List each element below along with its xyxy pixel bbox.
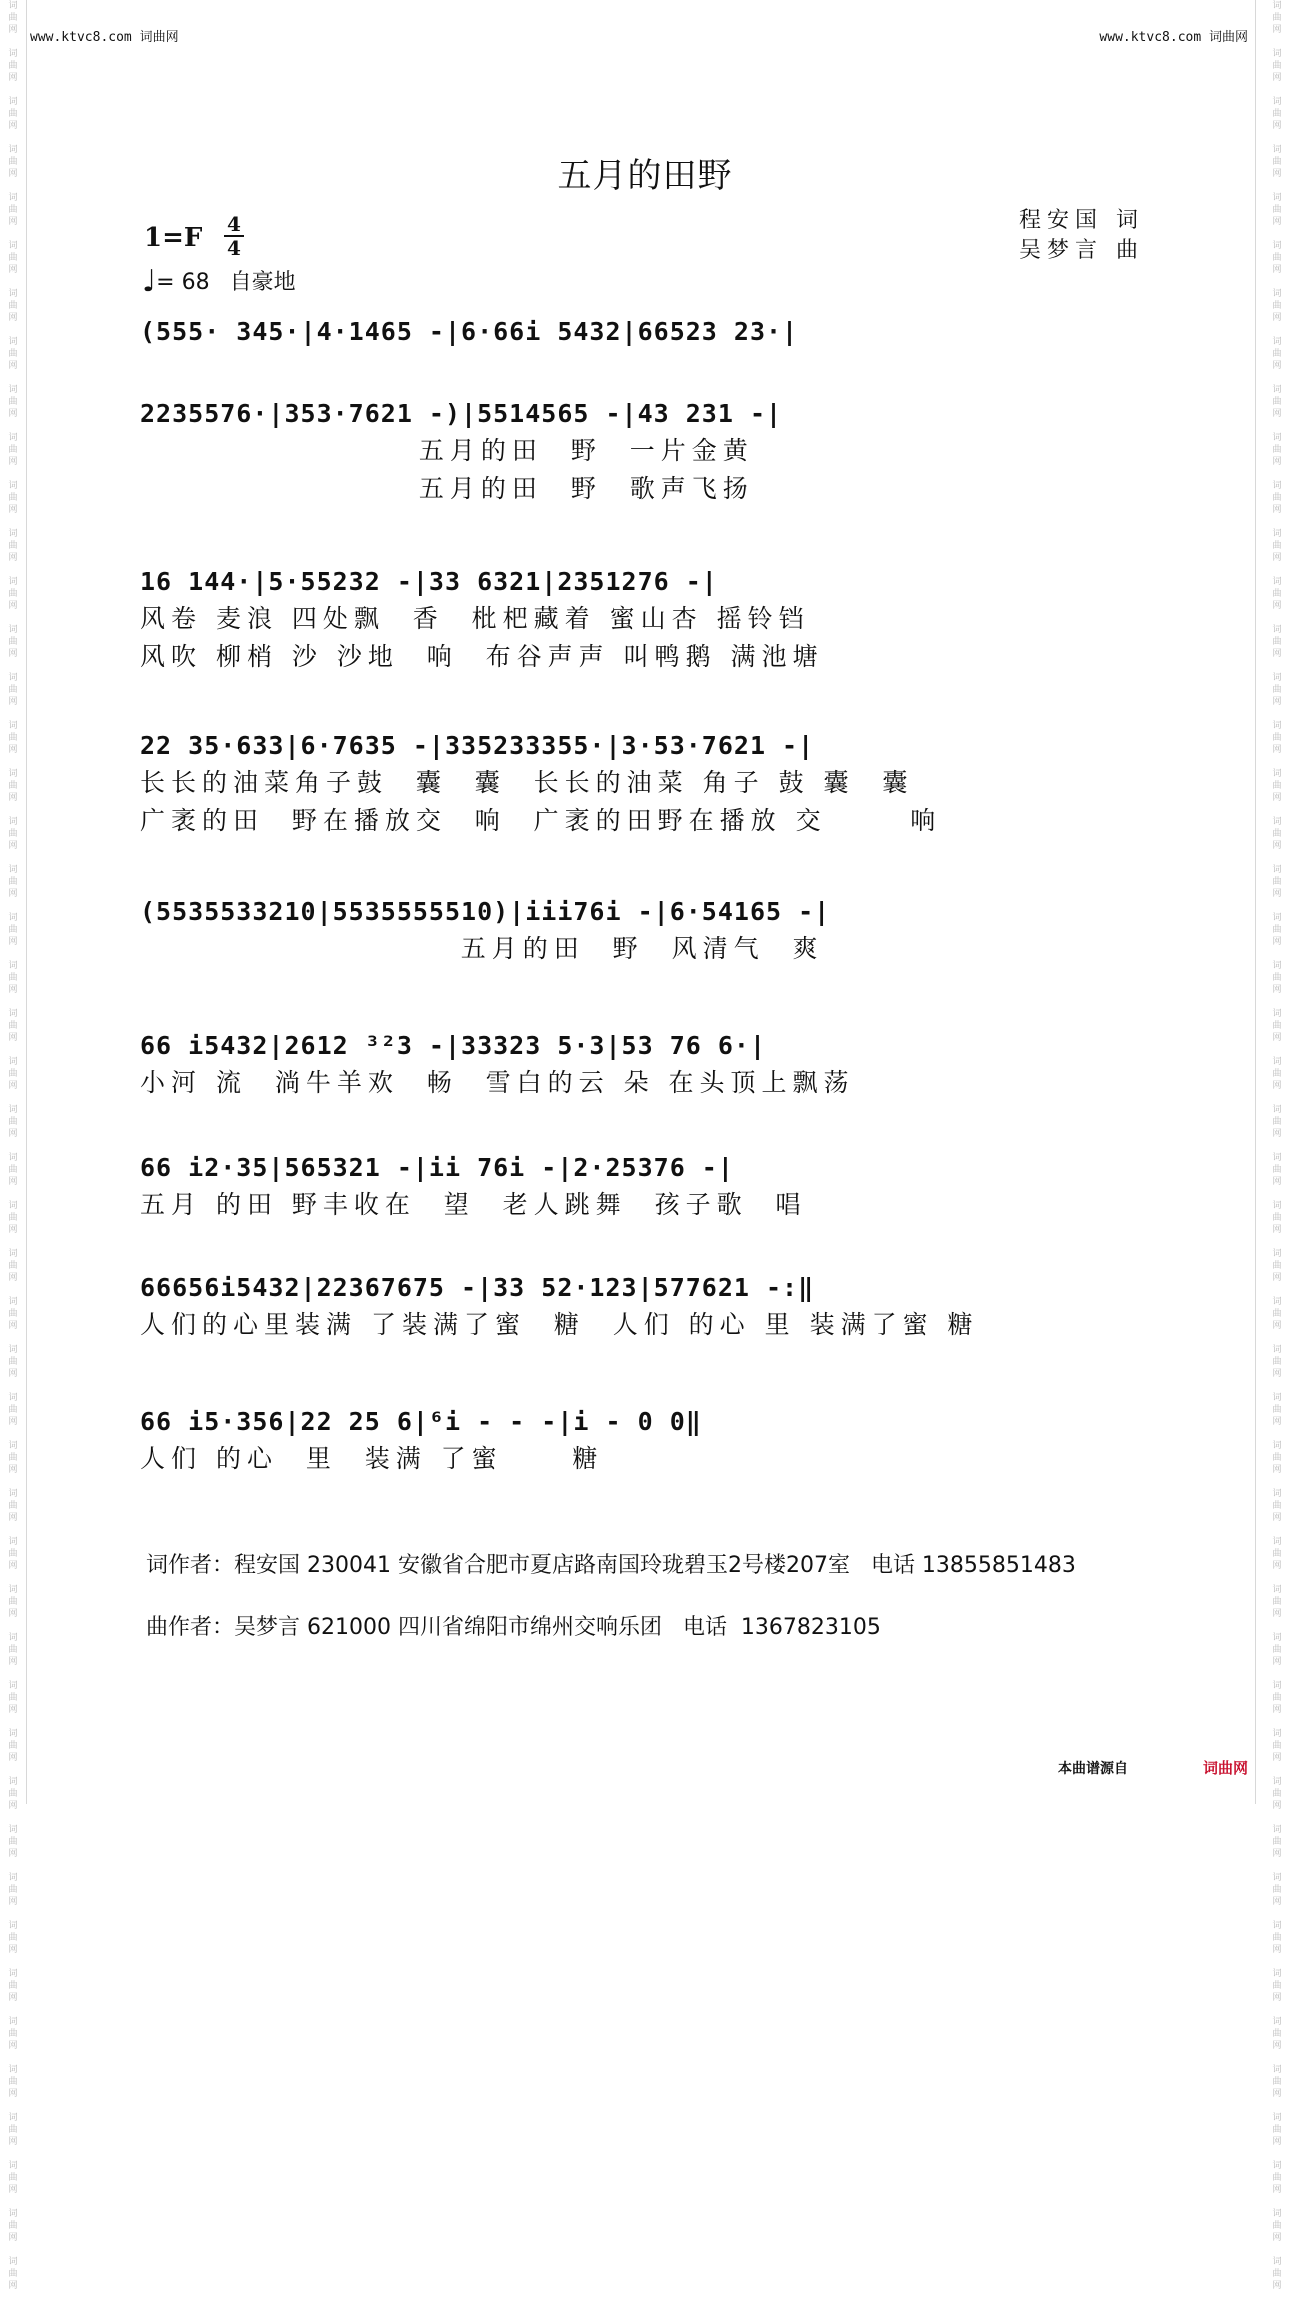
watermark-repeat: 词 曲 网 词 曲 网 词 曲 网 词 曲 网 词 曲 网 词 曲 网 词 曲 网 词 曲 网 词 曲 网 词 曲 网 词 曲 网 词 曲 网 词 曲 网 词 曲 网 词 曲 网 词 曲 网 词 曲 网 词 曲 网 词 曲 网 词 曲 网 词 曲 网 词 曲 网 词 曲 网 词 曲 网 词 曲 网 词 曲 网 词 曲 网 词 曲 网 词 曲 网 词 曲 网 词 曲 网 词 曲 网 词 曲 网 词 曲 网 词 曲 网 词 曲 网 词 曲 网 词 曲 网 词 曲 网 词 曲 网 词 曲 网 词 曲 网 词 曲 网 词 曲 网 词 曲 网 词 曲 网 词 曲 网 词 曲 网 [8,1,18,2291]
notes-line: 66656i5432|22367675 -|33 52·123|577621 -:‖ [140,1273,815,1302]
lyrics-verse-1: 长长的油菜角子鼓 囊 囊 长长的油菜 角子 鼓 囊 囊 [140,768,914,797]
tempo-marking [142,262,296,297]
source-site-link[interactable]: 词曲网 [1203,1759,1249,1777]
staff-system-3 [140,564,1148,676]
credits [1019,206,1144,266]
expression-marking: 自豪地 [229,270,296,295]
lyrics-verse-1: 风卷 麦浪 四处飘 香 枇杷藏着 蜜山杏 摇铃铛 [140,604,810,633]
lyricist-contact: 词作者：程安国 230041 安徽省合肥市夏店路南国玲珑碧玉2号楼207室 电话 13855851483 [146,1553,1076,1578]
key-signature: 1=F [144,223,203,253]
source-label: 本曲谱源自 [1058,1761,1128,1777]
staff-system-8 [140,1270,1148,1344]
right-watermark-strip [1264,0,1290,2291]
time-signature [224,214,244,258]
lyrics-verse-1 [140,350,1148,388]
staff-system-9 [140,1404,1148,1478]
composer-credit: 吴梦言 曲 [1019,238,1144,263]
time-signature-top: 4 [227,212,241,236]
notes-line: 66 i5·356|22 25 6|⁶i - - -|i - 0 0‖ [140,1407,702,1436]
lyrics-verse-1: 人们的心里装满 了装满了蜜 糖 人们 的心 里 装满了蜜 糖 [140,1310,979,1339]
lyrics-verse-2: 风吹 柳梢 沙 沙地 响 布谷声声 叫鸭鹅 满池塘 [140,642,824,671]
notes-line: (555· 345·|4·1465 -|6·66i 5432|66523 23·| [140,317,799,346]
composer-contact: 曲作者：吴梦言 621000 四川省绵阳市绵州交响乐团 电话 1367823105 [146,1615,881,1640]
time-signature-bottom: 4 [227,236,241,260]
notes-line: 66 i5432|2612 ³²3 -|33323 5·3|53 76 6·| [140,1031,766,1060]
lyricist-credit: 程安国 词 [1019,208,1144,233]
lyrics-verse-1: 小河 流 淌牛羊欢 畅 雪白的云 朵 在头顶上飘荡 [140,1068,855,1097]
tempo-value: = 68 [156,270,210,295]
left-watermark-strip [0,0,26,2291]
lyrics-verse-1: 五月的田 野 风清气 爽 [140,934,824,963]
song-title: 五月的田野 [557,156,733,196]
site-header-right: www.ktvc8.com 词曲网 [1099,30,1248,45]
staff-system-5 [140,894,1148,968]
left-frame-line [26,0,27,1804]
notes-line: 2235576·|353·7621 -)|5514565 -|43 231 -| [140,399,783,428]
staff-system-4 [140,728,1148,840]
notes-line: 66 i2·35|565321 -|ii 76i -|2·25376 -| [140,1153,734,1182]
lyrics-verse-1: 五月 的田 野丰收在 望 老人跳舞 孩子歌 唱 [140,1190,807,1219]
staff-system-2 [140,396,1148,508]
notes-line: 22 35·633|6·7635 -|335233355·|3·53·7621 -| [140,731,815,760]
quarter-note-icon: ♩ [142,264,157,299]
staff-system-6 [140,1028,1148,1102]
lyrics-verse-2: 广袤的田 野在播放交 响 广袤的田野在播放 交 响 [140,806,942,835]
notes-line: 16 144·|5·55232 -|33 6321|2351276 -| [140,567,718,596]
lyrics-verse-1: 五月的田 野 一片金黄 [140,436,754,465]
staff-system-7 [140,1150,1148,1224]
watermark-repeat: 词 曲 网 词 曲 网 词 曲 网 词 曲 网 词 曲 网 词 曲 网 词 曲 网 词 曲 网 词 曲 网 词 曲 网 词 曲 网 词 曲 网 词 曲 网 词 曲 网 词 曲 网 词 曲 网 词 曲 网 词 曲 网 词 曲 网 词 曲 网 词 曲 网 词 曲 网 词 曲 网 词 曲 网 词 曲 网 词 曲 网 词 曲 网 词 曲 网 词 曲 网 词 曲 网 词 曲 网 词 曲 网 词 曲 网 词 曲 网 词 曲 网 词 曲 网 词 曲 网 词 曲 网 词 曲 网 词 曲 网 词 曲 网 词 曲 网 词 曲 网 词 曲 网 词 曲 网 词 曲 网 词 曲 网 词 曲 网 [1272,1,1282,2291]
lyrics-verse-1: 人们 的心 里 装满 了蜜 糖 [140,1444,604,1473]
notes-line: (5535533210|5535555510)|iii76i -|6·54165 -| [140,897,831,926]
lyrics-verse-2: 五月的田 野 歌声飞扬 [140,474,754,503]
right-frame-line [1255,0,1256,1804]
site-header-left: www.ktvc8.com 词曲网 [30,30,179,45]
